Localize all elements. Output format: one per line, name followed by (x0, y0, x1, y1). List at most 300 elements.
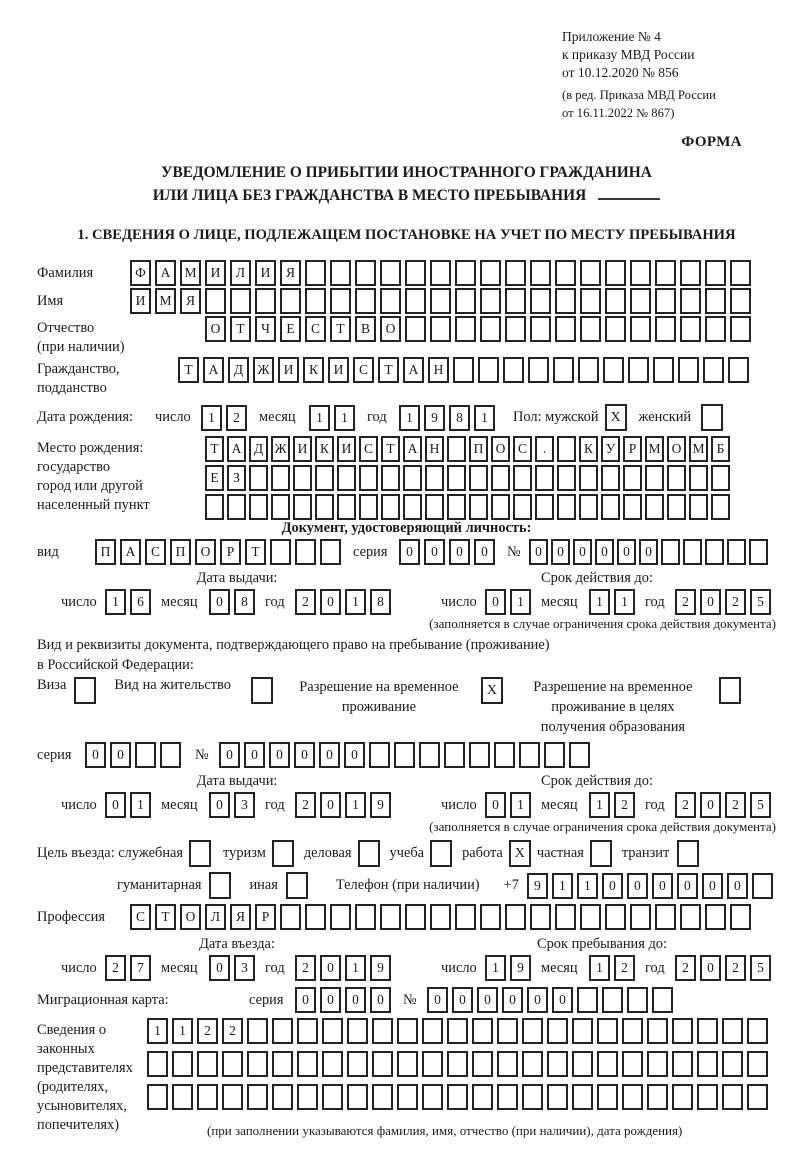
char-cell[interactable] (197, 1084, 218, 1110)
char-cell[interactable]: Ж (271, 436, 290, 462)
char-cell[interactable] (205, 288, 226, 314)
char-cell[interactable]: 3 (234, 955, 255, 981)
char-cell[interactable] (572, 1018, 593, 1044)
char-cell[interactable] (249, 465, 268, 491)
char-cell[interactable] (678, 357, 699, 383)
char-cell[interactable] (722, 1018, 743, 1044)
char-cell[interactable]: 0 (424, 539, 445, 565)
char-cell[interactable] (528, 357, 549, 383)
char-cell[interactable]: 0 (244, 742, 265, 768)
char-cell[interactable]: О (180, 904, 201, 930)
char-cell[interactable] (535, 494, 554, 520)
char-cell[interactable] (247, 1051, 268, 1077)
char-cell[interactable] (730, 904, 751, 930)
char-cell[interactable]: 0 (474, 539, 495, 565)
char-cell[interactable]: 0 (294, 742, 315, 768)
char-cell[interactable]: П (170, 539, 191, 565)
char-cell[interactable]: 2 (614, 792, 635, 818)
char-cell[interactable] (580, 904, 601, 930)
char-cell[interactable] (655, 260, 676, 286)
char-cell[interactable] (315, 465, 334, 491)
char-cell[interactable] (667, 465, 686, 491)
char-cell[interactable] (405, 260, 426, 286)
char-cell[interactable] (522, 1051, 543, 1077)
char-cell[interactable] (372, 1051, 393, 1077)
char-cell[interactable]: 1 (309, 405, 330, 431)
char-cell[interactable] (271, 465, 290, 491)
char-cell[interactable]: И (293, 436, 312, 462)
char-cell[interactable] (135, 742, 156, 768)
char-cell[interactable]: М (689, 436, 708, 462)
char-cell[interactable]: 1 (130, 792, 151, 818)
char-cell[interactable]: 5 (750, 589, 771, 615)
char-cell[interactable] (347, 1084, 368, 1110)
char-cell[interactable]: 8 (449, 405, 470, 431)
char-cell[interactable] (727, 539, 746, 565)
char-cell[interactable] (305, 288, 326, 314)
char-cell[interactable]: 1 (485, 955, 506, 981)
purpose-work-checkbox[interactable]: X (509, 840, 531, 867)
char-cell[interactable] (230, 288, 251, 314)
char-cell[interactable] (405, 316, 426, 342)
char-cell[interactable] (505, 288, 526, 314)
char-cell[interactable] (297, 1084, 318, 1110)
char-cell[interactable]: Д (249, 436, 268, 462)
char-cell[interactable] (572, 1051, 593, 1077)
char-cell[interactable] (330, 288, 351, 314)
char-cell[interactable] (394, 742, 415, 768)
char-cell[interactable] (478, 357, 499, 383)
char-cell[interactable] (605, 260, 626, 286)
char-cell[interactable] (322, 1018, 343, 1044)
char-cell[interactable]: Ч (255, 316, 276, 342)
char-cell[interactable] (630, 260, 651, 286)
char-cell[interactable]: 2 (725, 955, 746, 981)
char-cell[interactable]: В (355, 316, 376, 342)
char-cell[interactable] (355, 904, 376, 930)
char-cell[interactable] (653, 357, 674, 383)
char-cell[interactable] (397, 1018, 418, 1044)
char-cell[interactable]: 0 (85, 742, 106, 768)
char-cell[interactable] (680, 316, 701, 342)
char-cell[interactable] (572, 1084, 593, 1110)
char-cell[interactable] (469, 494, 488, 520)
char-cell[interactable]: 8 (234, 589, 255, 615)
char-cell[interactable]: 9 (527, 873, 548, 899)
char-cell[interactable] (544, 742, 565, 768)
char-cell[interactable] (705, 316, 726, 342)
char-cell[interactable] (705, 539, 724, 565)
char-cell[interactable] (472, 1084, 493, 1110)
char-cell[interactable] (380, 260, 401, 286)
char-cell[interactable]: 2 (675, 792, 696, 818)
char-cell[interactable]: С (359, 436, 378, 462)
char-cell[interactable]: 2 (725, 792, 746, 818)
char-cell[interactable]: О (491, 436, 510, 462)
char-cell[interactable]: Я (180, 288, 201, 314)
char-cell[interactable] (272, 1051, 293, 1077)
char-cell[interactable] (491, 494, 510, 520)
char-cell[interactable]: 1 (399, 405, 420, 431)
char-cell[interactable] (555, 904, 576, 930)
char-cell[interactable]: 0 (320, 987, 341, 1013)
char-cell[interactable]: 1 (105, 589, 126, 615)
char-cell[interactable]: О (195, 539, 216, 565)
char-cell[interactable] (597, 1018, 618, 1044)
char-cell[interactable] (249, 494, 268, 520)
char-cell[interactable]: 1 (589, 955, 610, 981)
char-cell[interactable] (305, 904, 326, 930)
char-cell[interactable] (280, 904, 301, 930)
char-cell[interactable]: 9 (510, 955, 531, 981)
char-cell[interactable] (605, 288, 626, 314)
char-cell[interactable]: 0 (700, 955, 721, 981)
char-cell[interactable]: 0 (573, 539, 592, 565)
char-cell[interactable]: 2 (675, 589, 696, 615)
char-cell[interactable] (297, 1018, 318, 1044)
char-cell[interactable] (147, 1051, 168, 1077)
char-cell[interactable] (522, 1018, 543, 1044)
char-cell[interactable]: 8 (370, 589, 391, 615)
char-cell[interactable]: 0 (477, 987, 498, 1013)
char-cell[interactable]: 0 (209, 955, 230, 981)
char-cell[interactable] (697, 1018, 718, 1044)
char-cell[interactable]: У (601, 436, 620, 462)
char-cell[interactable]: А (203, 357, 224, 383)
char-cell[interactable] (601, 465, 620, 491)
char-cell[interactable]: 0 (602, 873, 623, 899)
char-cell[interactable] (722, 1051, 743, 1077)
char-cell[interactable] (505, 316, 526, 342)
char-cell[interactable]: Р (255, 904, 276, 930)
char-cell[interactable]: 2 (197, 1018, 218, 1044)
char-cell[interactable] (601, 494, 620, 520)
char-cell[interactable]: 1 (345, 955, 366, 981)
char-cell[interactable]: 0 (209, 792, 230, 818)
char-cell[interactable] (272, 1018, 293, 1044)
char-cell[interactable] (359, 494, 378, 520)
char-cell[interactable] (222, 1084, 243, 1110)
char-cell[interactable] (469, 465, 488, 491)
char-cell[interactable] (672, 1084, 693, 1110)
char-cell[interactable]: 2 (226, 405, 247, 431)
char-cell[interactable]: Т (330, 316, 351, 342)
char-cell[interactable] (320, 539, 341, 565)
char-cell[interactable] (580, 288, 601, 314)
char-cell[interactable] (322, 1051, 343, 1077)
char-cell[interactable] (505, 260, 526, 286)
char-cell[interactable]: Б (711, 436, 730, 462)
char-cell[interactable] (491, 465, 510, 491)
char-cell[interactable] (580, 260, 601, 286)
char-cell[interactable]: 2 (295, 792, 316, 818)
char-cell[interactable] (455, 904, 476, 930)
char-cell[interactable] (535, 465, 554, 491)
char-cell[interactable] (705, 288, 726, 314)
char-cell[interactable] (147, 1084, 168, 1110)
char-cell[interactable] (397, 1084, 418, 1110)
char-cell[interactable] (623, 494, 642, 520)
char-cell[interactable]: С (130, 904, 151, 930)
char-cell[interactable]: 1 (172, 1018, 193, 1044)
char-cell[interactable]: И (205, 260, 226, 286)
char-cell[interactable] (655, 316, 676, 342)
char-cell[interactable]: Т (178, 357, 199, 383)
char-cell[interactable] (197, 1051, 218, 1077)
char-cell[interactable] (425, 494, 444, 520)
char-cell[interactable] (647, 1018, 668, 1044)
char-cell[interactable] (430, 316, 451, 342)
char-cell[interactable]: М (180, 260, 201, 286)
char-cell[interactable]: 0 (209, 589, 230, 615)
char-cell[interactable] (577, 987, 598, 1013)
char-cell[interactable] (672, 1018, 693, 1044)
char-cell[interactable] (580, 316, 601, 342)
char-cell[interactable] (680, 260, 701, 286)
male-checkbox[interactable]: X (605, 404, 627, 431)
char-cell[interactable]: 1 (345, 589, 366, 615)
char-cell[interactable] (347, 1051, 368, 1077)
char-cell[interactable]: 0 (529, 539, 548, 565)
char-cell[interactable]: 0 (595, 539, 614, 565)
char-cell[interactable] (530, 316, 551, 342)
char-cell[interactable] (605, 904, 626, 930)
char-cell[interactable] (730, 288, 751, 314)
char-cell[interactable] (497, 1051, 518, 1077)
char-cell[interactable]: Т (245, 539, 266, 565)
char-cell[interactable]: 2 (675, 955, 696, 981)
char-cell[interactable]: 0 (485, 589, 506, 615)
char-cell[interactable]: Н (428, 357, 449, 383)
char-cell[interactable]: А (403, 357, 424, 383)
char-cell[interactable]: О (380, 316, 401, 342)
char-cell[interactable]: С (145, 539, 166, 565)
char-cell[interactable] (455, 288, 476, 314)
char-cell[interactable]: 2 (295, 955, 316, 981)
purpose-private-checkbox[interactable] (590, 840, 612, 867)
char-cell[interactable]: К (315, 436, 334, 462)
char-cell[interactable] (337, 465, 356, 491)
char-cell[interactable]: 5 (750, 792, 771, 818)
char-cell[interactable] (749, 539, 768, 565)
char-cell[interactable] (227, 494, 246, 520)
char-cell[interactable] (337, 494, 356, 520)
char-cell[interactable] (747, 1018, 768, 1044)
char-cell[interactable] (355, 260, 376, 286)
char-cell[interactable] (422, 1084, 443, 1110)
char-cell[interactable]: И (328, 357, 349, 383)
char-cell[interactable] (305, 260, 326, 286)
char-cell[interactable] (330, 904, 351, 930)
char-cell[interactable] (469, 742, 490, 768)
char-cell[interactable]: 3 (234, 792, 255, 818)
char-cell[interactable]: 0 (502, 987, 523, 1013)
char-cell[interactable]: Т (205, 436, 224, 462)
char-cell[interactable] (447, 1084, 468, 1110)
char-cell[interactable]: 6 (130, 589, 151, 615)
char-cell[interactable]: 1 (577, 873, 598, 899)
char-cell[interactable] (397, 1051, 418, 1077)
char-cell[interactable] (513, 465, 532, 491)
char-cell[interactable]: 0 (219, 742, 240, 768)
char-cell[interactable]: 5 (750, 955, 771, 981)
char-cell[interactable] (569, 742, 590, 768)
char-cell[interactable]: Ф (130, 260, 151, 286)
char-cell[interactable]: . (535, 436, 554, 462)
char-cell[interactable] (647, 1084, 668, 1110)
char-cell[interactable]: 2 (222, 1018, 243, 1044)
char-cell[interactable] (480, 904, 501, 930)
char-cell[interactable] (622, 1051, 643, 1077)
char-cell[interactable] (505, 904, 526, 930)
char-cell[interactable]: 1 (510, 792, 531, 818)
char-cell[interactable]: 0 (320, 792, 341, 818)
char-cell[interactable]: 1 (589, 792, 610, 818)
char-cell[interactable] (652, 987, 673, 1013)
char-cell[interactable]: 0 (700, 589, 721, 615)
char-cell[interactable] (480, 288, 501, 314)
char-cell[interactable]: Е (205, 465, 224, 491)
char-cell[interactable]: С (513, 436, 532, 462)
char-cell[interactable] (330, 260, 351, 286)
char-cell[interactable] (494, 742, 515, 768)
char-cell[interactable] (555, 316, 576, 342)
char-cell[interactable] (730, 316, 751, 342)
purpose-business-checkbox[interactable] (358, 840, 380, 867)
char-cell[interactable] (447, 1018, 468, 1044)
char-cell[interactable]: 0 (427, 987, 448, 1013)
char-cell[interactable] (728, 357, 749, 383)
char-cell[interactable] (579, 465, 598, 491)
char-cell[interactable] (453, 357, 474, 383)
char-cell[interactable]: 1 (474, 405, 495, 431)
char-cell[interactable]: 1 (147, 1018, 168, 1044)
char-cell[interactable] (444, 742, 465, 768)
char-cell[interactable] (622, 1018, 643, 1044)
char-cell[interactable]: П (469, 436, 488, 462)
char-cell[interactable] (697, 1051, 718, 1077)
char-cell[interactable]: Е (280, 316, 301, 342)
char-cell[interactable] (547, 1018, 568, 1044)
char-cell[interactable]: А (227, 436, 246, 462)
char-cell[interactable] (472, 1051, 493, 1077)
char-cell[interactable] (630, 904, 651, 930)
char-cell[interactable] (430, 260, 451, 286)
char-cell[interactable] (557, 465, 576, 491)
char-cell[interactable] (295, 539, 316, 565)
char-cell[interactable] (297, 1051, 318, 1077)
char-cell[interactable]: К (579, 436, 598, 462)
char-cell[interactable]: 9 (370, 792, 391, 818)
char-cell[interactable]: 2 (614, 955, 635, 981)
char-cell[interactable] (605, 316, 626, 342)
char-cell[interactable]: 1 (201, 405, 222, 431)
char-cell[interactable] (602, 987, 623, 1013)
temp-residence-education-checkbox[interactable] (719, 677, 741, 704)
char-cell[interactable] (555, 260, 576, 286)
char-cell[interactable] (752, 873, 773, 899)
char-cell[interactable] (425, 465, 444, 491)
char-cell[interactable] (380, 904, 401, 930)
char-cell[interactable]: 0 (295, 987, 316, 1013)
char-cell[interactable] (293, 465, 312, 491)
char-cell[interactable] (447, 436, 466, 462)
char-cell[interactable] (222, 1051, 243, 1077)
char-cell[interactable] (519, 742, 540, 768)
char-cell[interactable]: О (205, 316, 226, 342)
char-cell[interactable]: Т (155, 904, 176, 930)
char-cell[interactable]: 0 (551, 539, 570, 565)
char-cell[interactable] (422, 1018, 443, 1044)
char-cell[interactable]: А (155, 260, 176, 286)
char-cell[interactable] (270, 539, 291, 565)
female-checkbox[interactable] (701, 404, 723, 431)
char-cell[interactable]: 0 (345, 987, 366, 1013)
char-cell[interactable] (422, 1051, 443, 1077)
char-cell[interactable] (447, 465, 466, 491)
char-cell[interactable]: 9 (424, 405, 445, 431)
char-cell[interactable] (547, 1084, 568, 1110)
char-cell[interactable]: 0 (110, 742, 131, 768)
char-cell[interactable]: 0 (452, 987, 473, 1013)
char-cell[interactable]: З (227, 465, 246, 491)
char-cell[interactable] (711, 494, 730, 520)
char-cell[interactable] (711, 465, 730, 491)
char-cell[interactable]: И (278, 357, 299, 383)
char-cell[interactable]: 1 (334, 405, 355, 431)
char-cell[interactable]: 0 (319, 742, 340, 768)
char-cell[interactable] (672, 1051, 693, 1077)
char-cell[interactable] (447, 494, 466, 520)
char-cell[interactable] (522, 1084, 543, 1110)
char-cell[interactable]: 1 (589, 589, 610, 615)
char-cell[interactable]: Т (230, 316, 251, 342)
char-cell[interactable] (403, 494, 422, 520)
char-cell[interactable] (705, 904, 726, 930)
char-cell[interactable] (271, 494, 290, 520)
char-cell[interactable]: М (645, 436, 664, 462)
char-cell[interactable] (680, 904, 701, 930)
char-cell[interactable]: 9 (370, 955, 391, 981)
char-cell[interactable]: 0 (652, 873, 673, 899)
char-cell[interactable] (553, 357, 574, 383)
char-cell[interactable]: 1 (345, 792, 366, 818)
char-cell[interactable]: 0 (677, 873, 698, 899)
char-cell[interactable]: О (667, 436, 686, 462)
char-cell[interactable]: 2 (105, 955, 126, 981)
char-cell[interactable] (683, 539, 702, 565)
char-cell[interactable]: 1 (614, 589, 635, 615)
char-cell[interactable]: Т (378, 357, 399, 383)
char-cell[interactable]: 0 (617, 539, 636, 565)
purpose-other-checkbox[interactable] (286, 872, 308, 899)
char-cell[interactable] (655, 904, 676, 930)
char-cell[interactable] (645, 494, 664, 520)
char-cell[interactable] (655, 288, 676, 314)
char-cell[interactable] (419, 742, 440, 768)
char-cell[interactable]: 0 (344, 742, 365, 768)
purpose-transit-checkbox[interactable] (677, 840, 699, 867)
char-cell[interactable] (557, 436, 576, 462)
char-cell[interactable]: 0 (269, 742, 290, 768)
temp-residence-checkbox[interactable]: X (481, 677, 503, 704)
char-cell[interactable]: 0 (320, 955, 341, 981)
char-cell[interactable] (455, 316, 476, 342)
char-cell[interactable] (747, 1051, 768, 1077)
char-cell[interactable] (597, 1051, 618, 1077)
char-cell[interactable] (689, 465, 708, 491)
char-cell[interactable]: 0 (527, 987, 548, 1013)
